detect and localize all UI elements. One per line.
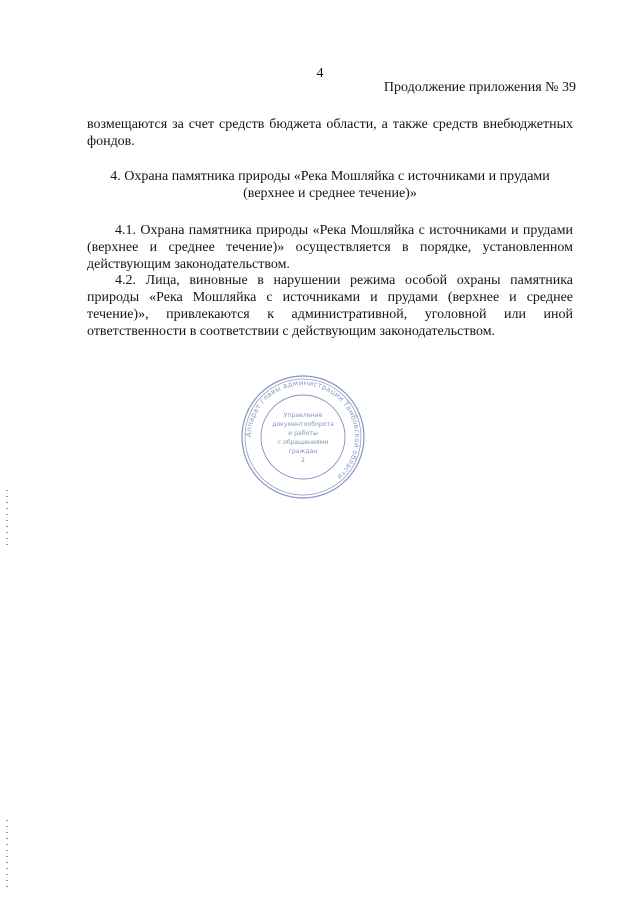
paragraph-4-1: 4.1. Охрана памятника природы «Река Мошляйка с источниками и прудами (верхнее и среднее течение)» осуществляется в порядке, установленном действующим законодательством. — [87, 223, 573, 272]
seal-line-1: Управление — [283, 412, 323, 419]
paragraph-funding: возмещаются за счет средств бюджета области, а также средств внебюджетных фондов. — [87, 117, 573, 149]
seal-number: 2 — [301, 457, 305, 464]
section-title — [87, 168, 573, 202]
section-title-line-1: 4. Охрана памятника природы «Река Мошляйка с источниками и прудами — [110, 169, 550, 184]
seal-line-2: документооборота — [272, 421, 334, 428]
seal-line-3: и работы — [288, 430, 318, 437]
page-number: 4 — [316, 66, 324, 81]
section-title-line-2: (верхнее и среднее течение)» — [243, 186, 417, 201]
appendix-continuation-label: Продолжение приложения № 39 — [383, 80, 576, 95]
scan-artifact-dots — [6, 490, 8, 550]
official-seal-stamp — [239, 373, 367, 501]
scan-artifact-dots — [6, 820, 8, 890]
seal-outer-text: Аппарат главы администрации Тамбовской области — [244, 378, 362, 482]
seal-line-4: с обращениями — [277, 439, 329, 446]
paragraph-4-2: 4.2. Лица, виновные в нарушении режима особой охраны памятника природы «Река Мошляйка с источниками и прудами (верхнее и среднее течение)», привлекаются к административной, уголовной или иной ответственности в соответствии с действующим законодательством. — [87, 273, 573, 339]
seal-line-5: граждан — [288, 448, 318, 455]
